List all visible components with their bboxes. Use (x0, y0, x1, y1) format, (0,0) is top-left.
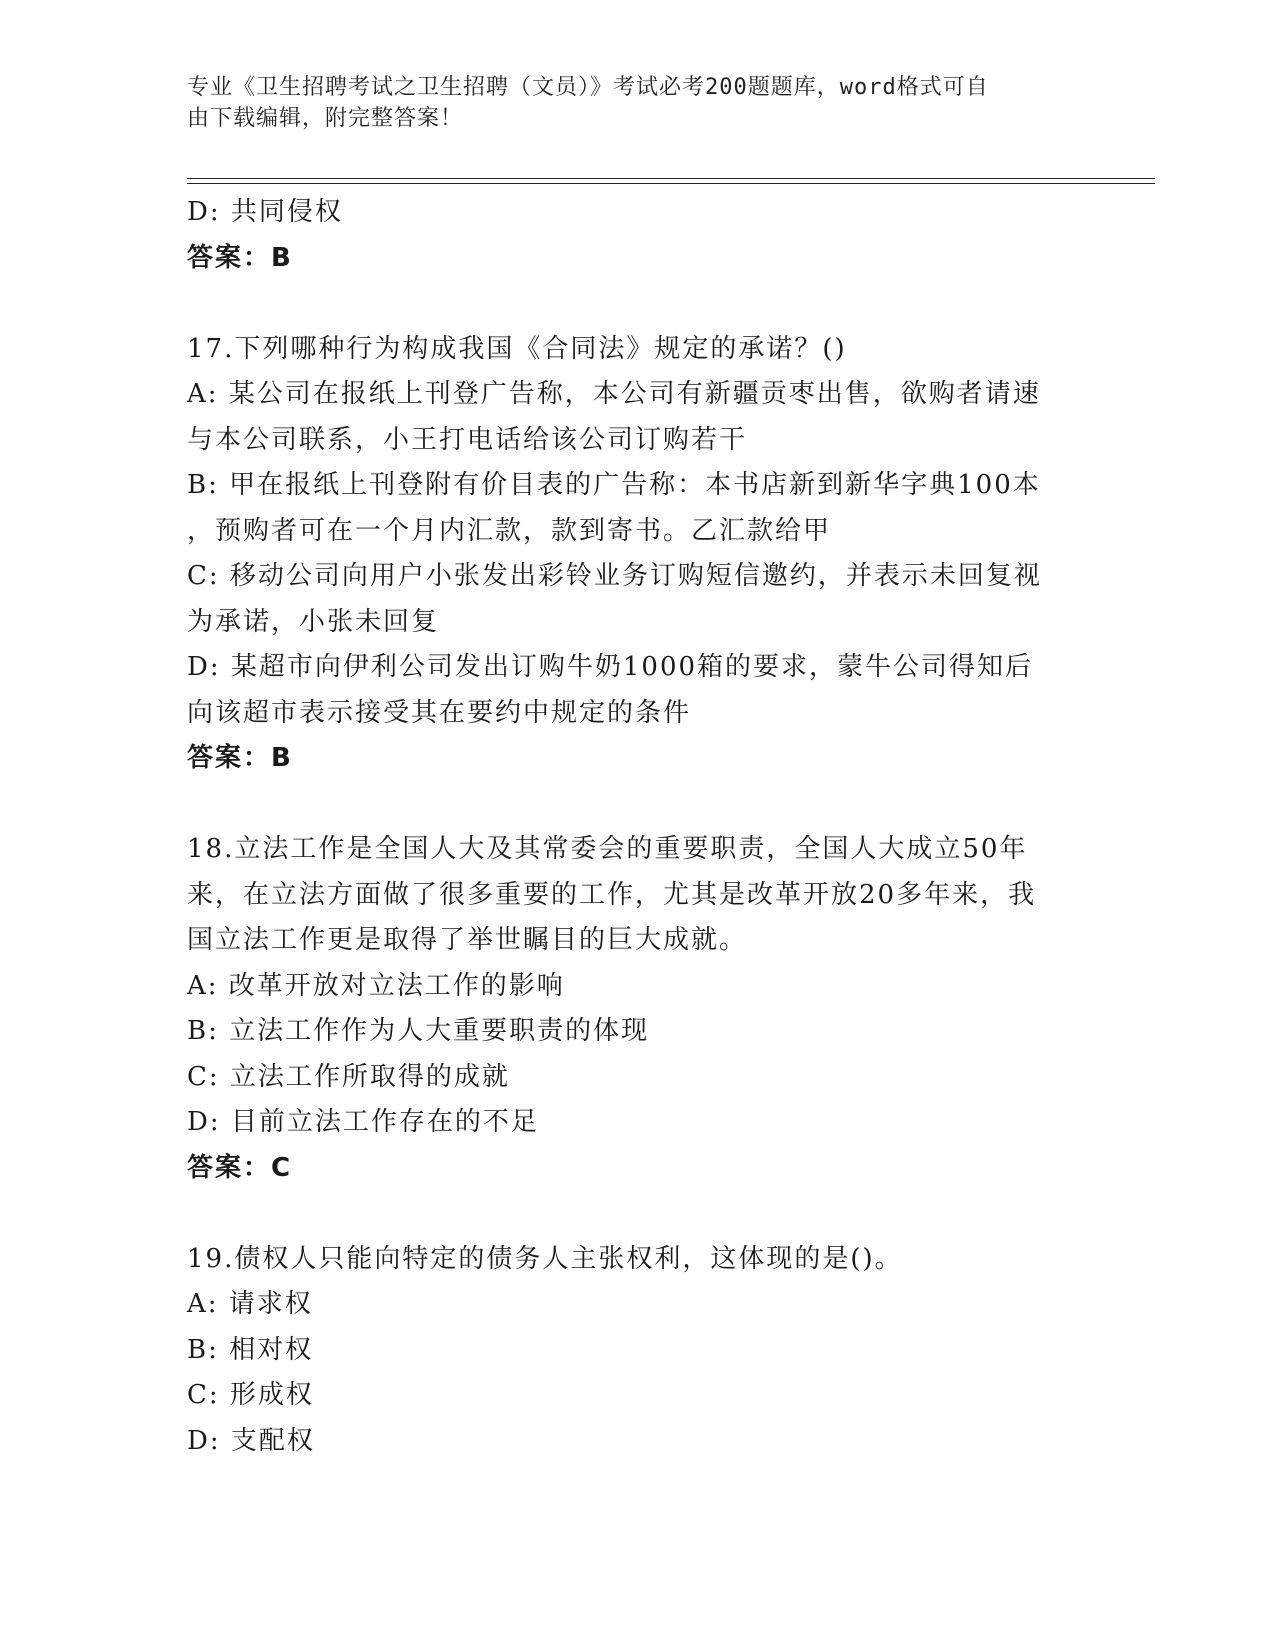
spacer (187, 782, 1087, 828)
q17-option-c-line1: C: 移动公司向用户小张发出彩铃业务订购短信邀约，并表示未回复视 (187, 561, 1042, 591)
q19-option-d: D: 支配权 (187, 1425, 315, 1456)
q17-option-b-line1: B: 甲在报纸上刊登附有价目表的广告称：本书店新到新华字典100本 (187, 470, 1041, 500)
header-rule-top (187, 178, 1155, 179)
q18-option-c: C: 立法工作所取得的成就 (187, 1061, 510, 1092)
q18-question-line1: 18.立法工作是全国人大及其常委会的重要职责，全国人大成立50年 (187, 834, 1028, 864)
q18-question-line2: 来，在立法方面做了很多重要的工作，尤其是改革开放20多年来，我 (187, 879, 1037, 910)
q18-option-b: B: 立法工作作为人大重要职责的体现 (187, 1016, 650, 1046)
header-line-2: 由下载编辑，附完整答案！ (187, 106, 464, 131)
prev-answer: 答案：B (187, 242, 293, 273)
q19-option-b: B: 相对权 (187, 1334, 314, 1365)
prev-option-d: D: 共同侵权 (187, 197, 343, 227)
document-body (187, 190, 1087, 1464)
q18-answer: 答案：C (187, 1152, 293, 1183)
q19-option-c: C: 形成权 (187, 1380, 314, 1410)
q17-question: 17.下列哪种行为构成我国《合同法》规定的承诺？() (187, 333, 847, 364)
q17-option-a-line2: 与本公司联系，小王打电话给该公司订购若干 (187, 424, 748, 455)
q17-option-b-line2: ，预购者可在一个月内汇款，款到寄书。乙汇款给甲 (187, 515, 832, 546)
q17-answer: 答案：B (187, 743, 293, 773)
q17-option-d-line1: D: 某超市向伊利公司发出订购牛奶1000箱的要求，蒙牛公司得知后 (187, 652, 1034, 682)
header-rule-bottom (187, 183, 1155, 184)
q17-option-c-line2: 为承诺，小张未回复 (187, 606, 440, 637)
spacer (187, 1191, 1087, 1237)
spacer (187, 281, 1087, 327)
q18-option-d: D: 目前立法工作存在的不足 (187, 1107, 539, 1137)
header-line-1: 专业《卫生招聘考试之卫生招聘（文员）》考试必考200题题库，word格式可自 (187, 75, 989, 100)
q17-option-d-line2: 向该超市表示接受其在要约中规定的条件 (187, 697, 692, 728)
q17-option-a-line1: A: 某公司在报纸上刊登广告称，本公司有新疆贡枣出售，欲购者请速 (187, 379, 1041, 409)
q19-option-a: A: 请求权 (187, 1289, 313, 1319)
q18-option-a: A: 改革开放对立法工作的影响 (187, 970, 565, 1001)
page-header (187, 72, 1087, 134)
q18-question-line3: 国立法工作更是取得了举世瞩目的巨大成就。 (187, 925, 748, 955)
q19-question: 19.债权人只能向特定的债务人主张权利，这体现的是()。 (187, 1243, 903, 1274)
